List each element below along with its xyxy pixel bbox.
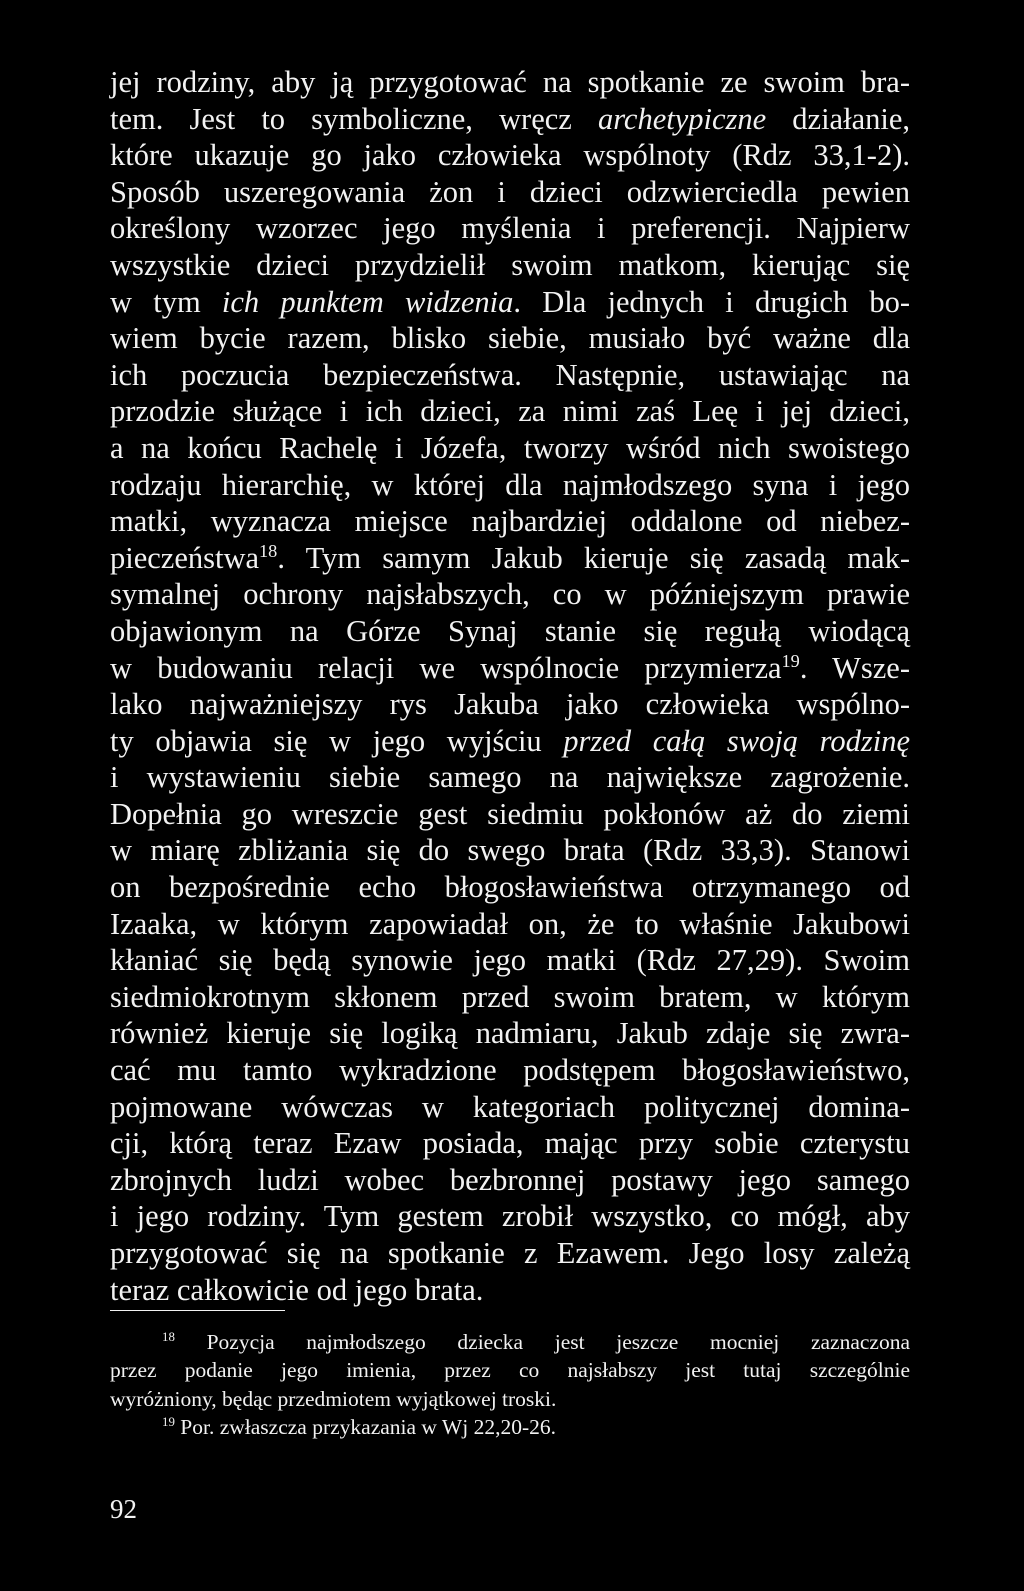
text-segment: . Dla jednych i drugich bo- bbox=[513, 284, 910, 319]
text-segment: i jego rodziny. Tym gestem zrobił wszystko, co mógł, aby bbox=[110, 1199, 910, 1234]
text-segment: cji, którą teraz Ezaw posiada, mając przy sobie czterystu bbox=[110, 1126, 910, 1161]
text-segment: objawionym na Górze Synaj stanie się regułą wiodącą bbox=[110, 613, 910, 648]
text-segment: Pozycja najmłodszego dziecka jest jeszcze mocniej zaznaczona bbox=[174, 1330, 910, 1354]
text-segment: rodzaju hierarchię, w której dla najmłodszego syna i jego bbox=[110, 467, 910, 502]
text-line bbox=[110, 576, 910, 613]
italic-text: przed całą swoją rodzinę bbox=[563, 723, 910, 758]
text-line bbox=[110, 64, 910, 101]
italic-text: archetypiczne bbox=[597, 101, 767, 136]
text-segment: w miarę zbliżania się do swego brata (Rdz 33,3). Stanowi bbox=[110, 833, 910, 868]
text-line bbox=[110, 284, 910, 321]
footnotes-block bbox=[110, 1328, 910, 1442]
text-segment: działanie, bbox=[766, 101, 910, 136]
text-line bbox=[110, 1162, 910, 1199]
text-segment: wyróżniony, będąc przedmiotem wyjątkowej troski. bbox=[110, 1386, 557, 1411]
text-line bbox=[110, 247, 910, 284]
italic-text: ich punktem widzenia bbox=[221, 284, 514, 319]
text-segment: Dopełnia go wreszcie gest siedmiu pokłonów aż do ziemi bbox=[110, 796, 910, 831]
text-segment: . Wsze- bbox=[799, 650, 910, 685]
text-line bbox=[110, 137, 910, 174]
text-line bbox=[110, 979, 910, 1016]
text-line bbox=[110, 174, 910, 211]
text-line bbox=[110, 1015, 910, 1052]
text-line bbox=[110, 759, 910, 796]
footnote-ref: 19 bbox=[781, 650, 800, 671]
text-line bbox=[110, 832, 910, 869]
text-segment: Izaaka, w którym zapowiadał on, że to właśnie Jakubowi bbox=[110, 906, 910, 941]
text-line bbox=[110, 503, 910, 540]
text-line bbox=[110, 357, 910, 394]
text-segment: Sposób uszeregowania żon i dzieci odzwierciedla pewien bbox=[110, 174, 910, 209]
text-segment: jej rodziny, aby ją przygotować na spotkanie ze swoim bra- bbox=[110, 65, 910, 99]
text-line bbox=[110, 430, 910, 467]
text-line bbox=[110, 101, 910, 138]
text-line bbox=[110, 650, 910, 687]
text-segment: matki, wyznacza miejsce najbardziej oddalone od niebez- bbox=[110, 504, 910, 539]
text-segment: tem. Jest to symboliczne, wręcz bbox=[110, 101, 598, 136]
text-line bbox=[110, 613, 910, 650]
text-segment: również kieruje się logiką nadmiaru, Jakub zdaje się zwra- bbox=[110, 1016, 910, 1051]
text-line bbox=[110, 1125, 910, 1162]
page-number: 92 bbox=[110, 1494, 137, 1524]
text-segment: wszystkie dzieci przydzielił swoim matkom, kierując się bbox=[110, 247, 910, 282]
text-line bbox=[110, 906, 910, 943]
text-segment: zbrojnych ludzi wobec bezbronnej postawy jego samego bbox=[110, 1162, 910, 1197]
text-line bbox=[110, 1235, 910, 1272]
text-line bbox=[110, 796, 910, 833]
text-line bbox=[110, 1198, 910, 1235]
text-segment: siedmiokrotnym skłonem przed swoim bratem, w którym bbox=[110, 979, 910, 1014]
text-segment: i wystawieniu siebie samego na największe zagrożenie. bbox=[110, 760, 910, 795]
text-segment: przez podanie jego imienia, przez co najsłabszy jest tutaj szczególnie bbox=[110, 1358, 910, 1383]
footnote-ref: 18 bbox=[162, 1329, 175, 1344]
text-line bbox=[110, 1052, 910, 1089]
text-segment: kłaniać się będą synowie jego matki (Rdz 27,29). Swoim bbox=[110, 943, 910, 978]
text-line bbox=[110, 869, 910, 906]
footnote-line bbox=[110, 1356, 910, 1384]
footnote-separator bbox=[110, 1310, 285, 1311]
text-line bbox=[110, 467, 910, 504]
text-segment: które ukazuje go jako człowieka wspólnoty (Rdz 33,1-2). bbox=[110, 138, 910, 173]
text-segment: on bezpośrednie echo błogosławieństwa otrzymanego od bbox=[110, 870, 910, 905]
text-line bbox=[110, 942, 910, 979]
text-segment: w budowaniu relacji we wspólnocie przymierza bbox=[110, 650, 782, 685]
text-segment: określony wzorzec jego myślenia i preferencji. Najpierw bbox=[110, 211, 910, 246]
text-segment: wiem bycie razem, blisko siebie, musiało być ważne dla bbox=[110, 321, 910, 356]
footnote-line bbox=[110, 1413, 910, 1441]
main-text-block bbox=[110, 64, 910, 1308]
text-segment: pieczeństwa bbox=[110, 540, 260, 575]
text-segment: w tym bbox=[110, 284, 222, 319]
text-line bbox=[110, 540, 910, 577]
text-line bbox=[110, 320, 910, 357]
text-segment: Por. zwłaszcza przykazania w Wj 22,20-26. bbox=[174, 1415, 556, 1440]
footnote-line bbox=[110, 1385, 910, 1413]
text-segment: . Tym samym Jakub kieruje się zasadą mak- bbox=[277, 540, 910, 575]
text-segment: teraz całkowicie od jego brata. bbox=[110, 1272, 484, 1307]
text-segment: lako najważniejszy rys Jakuba jako człowieka wspólno- bbox=[110, 687, 910, 722]
text-segment: przygotować się na spotkanie z Ezawem. Jego losy zależą bbox=[110, 1236, 910, 1270]
text-line bbox=[110, 393, 910, 430]
text-segment: przodzie służące i ich dzieci, za nimi zaś Leę i jej dzieci, bbox=[110, 394, 910, 429]
text-line bbox=[110, 1272, 910, 1309]
text-line bbox=[110, 723, 910, 760]
footnote-line bbox=[110, 1328, 910, 1356]
text-segment: a na końcu Rachelę i Józefa, tworzy wśród nich swoistego bbox=[110, 430, 910, 465]
text-segment: symalnej ochrony najsłabszych, co w późniejszym prawie bbox=[110, 577, 910, 612]
text-segment: pojmowane wówczas w kategoriach politycznej domina- bbox=[110, 1089, 910, 1124]
text-segment: ich poczucia bezpieczeństwa. Następnie, ustawiając na bbox=[110, 357, 910, 392]
text-segment: cać mu tamto wykradzione podstępem błogosławieństwo, bbox=[110, 1053, 910, 1088]
text-segment: ty objawia się w jego wyjściu bbox=[110, 723, 564, 758]
text-line bbox=[110, 686, 910, 723]
footnote-ref: 18 bbox=[259, 540, 278, 561]
text-line bbox=[110, 1089, 910, 1126]
text-line bbox=[110, 210, 910, 247]
footnote-ref: 19 bbox=[162, 1415, 175, 1430]
